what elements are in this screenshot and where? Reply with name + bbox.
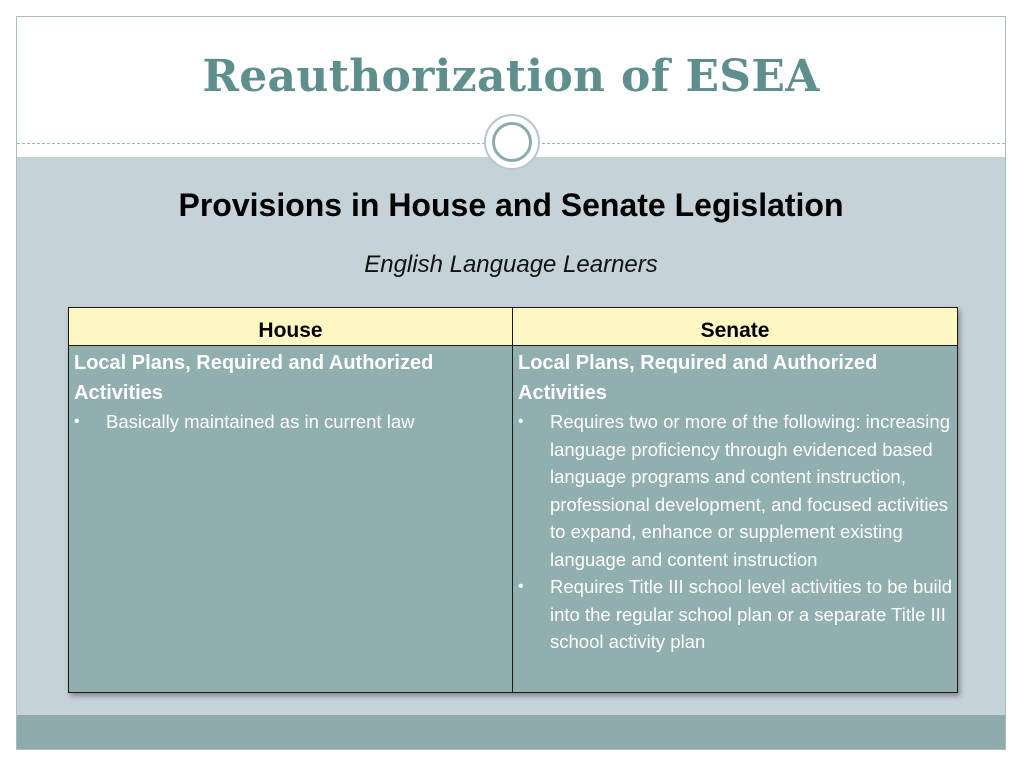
bullet-icon: •: [74, 413, 80, 430]
bullet-text: Requires Title III school level activities to be build into the regular school plan or a separate Title III school activity plan: [550, 576, 953, 652]
bullet-icon: •: [518, 413, 524, 430]
senate-bullet-list: [518, 408, 953, 656]
table-header-row: [69, 308, 958, 346]
senate-cell: [513, 346, 958, 693]
column-header-senate: Senate: [513, 308, 958, 346]
slide-title: Reauthorization of ESEA: [202, 51, 820, 102]
list-item: [518, 573, 953, 656]
footer-band: [17, 715, 1005, 750]
senate-cell-heading: Local Plans, Required and Authorized Activities: [518, 352, 878, 404]
column-header-house: House: [69, 308, 513, 346]
list-item: [518, 408, 953, 573]
house-bullet-list: [74, 408, 508, 436]
table-row: [69, 346, 958, 693]
bullet-text: Requires two or more of the following: increasing language proficiency through evidenced based language programs and content instruction, professional development, and focused activities to expand, enhance or supplement existing language and content instruction: [550, 411, 950, 570]
bullet-icon: •: [518, 578, 524, 595]
slide: [16, 16, 1006, 750]
circle-ornament-icon: [484, 114, 540, 170]
topic-label: English Language Learners: [364, 251, 658, 278]
comparison-table: [68, 307, 958, 693]
house-cell: [69, 346, 513, 693]
house-cell-heading: Local Plans, Required and Authorized Activities: [74, 352, 434, 404]
bullet-text: Basically maintained as in current law: [106, 411, 415, 432]
slide-subtitle: Provisions in House and Senate Legislation: [178, 187, 844, 223]
list-item: [74, 408, 508, 436]
